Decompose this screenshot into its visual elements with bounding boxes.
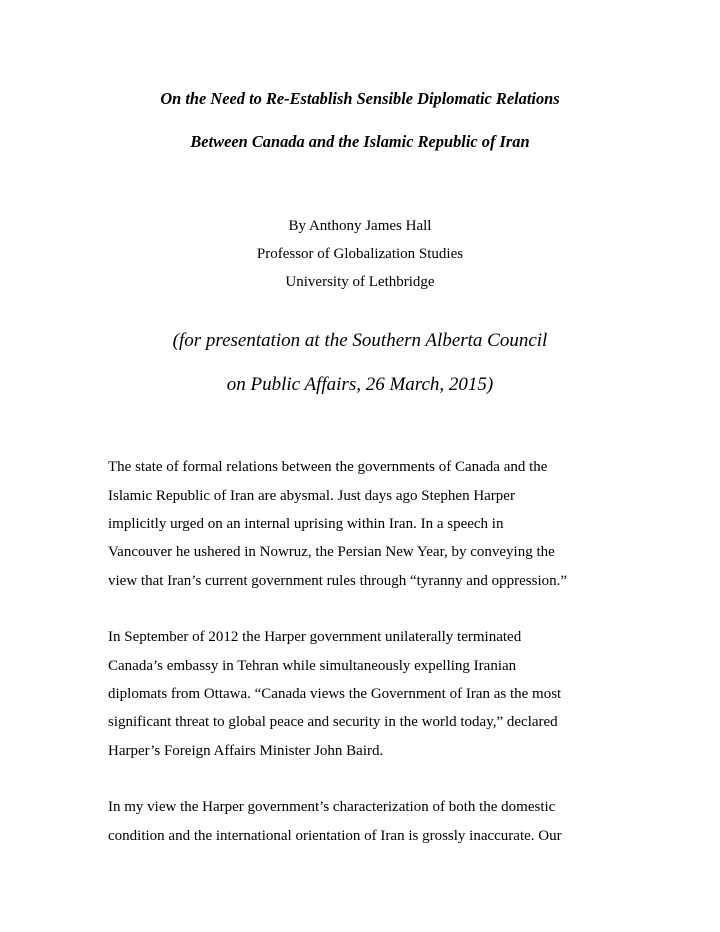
paragraph-2-line: Harper’s Foreign Affairs Minister John Baird. <box>108 743 384 759</box>
title-line-1: On the Need to Re-Establish Sensible Diplomatic Relations <box>160 89 560 108</box>
author-institution: University of Lethbridge <box>285 274 435 290</box>
paragraph-2-line: In September of 2012 the Harper government unilaterally terminated <box>108 629 522 645</box>
presentation-note-line-2: on Public Affairs, 26 March, 2015) <box>226 374 494 395</box>
paragraph-1-line: implicitly urged on an internal uprising within Iran. In a speech in <box>108 516 504 532</box>
paragraph-2-line: Canada’s embassy in Tehran while simultaneously expelling Iranian <box>108 658 517 674</box>
title-line-2: Between Canada and the Islamic Republic of Iran <box>190 132 530 151</box>
paragraph-2-line: diplomats from Ottawa. “Canada views the Government of Iran as the most <box>108 686 562 702</box>
presentation-note-line-1: (for presentation at the Southern Alberta Council <box>172 330 548 351</box>
paragraph-1-line: The state of formal relations between the governments of Canada and the <box>108 459 548 475</box>
paragraph-1-line: Islamic Republic of Iran are abysmal. Just days ago Stephen Harper <box>108 488 515 504</box>
paragraph-2-line: significant threat to global peace and security in the world today,” declared <box>108 714 558 730</box>
author-byline: By Anthony James Hall <box>288 218 432 234</box>
paragraph-3-line: In my view the Harper government’s characterization of both the domestic <box>108 799 556 815</box>
paragraph-3-line: condition and the international orientation of Iran is grossly inaccurate. Our <box>108 828 562 844</box>
paragraph-1-line: Vancouver he ushered in Nowruz, the Persian New Year, by conveying the <box>108 544 555 560</box>
author-position: Professor of Globalization Studies <box>256 246 464 262</box>
paragraph-1-line: view that Iran’s current government rules through “tyranny and oppression.” <box>108 573 568 589</box>
